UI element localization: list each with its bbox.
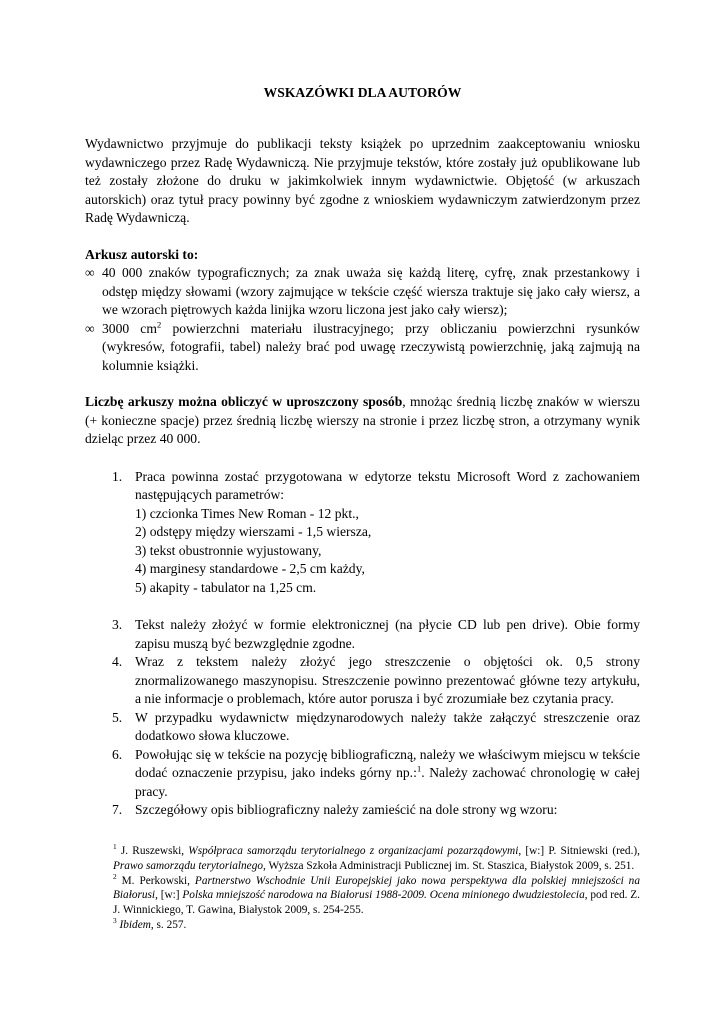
list-item-body	[135, 709, 640, 746]
bullet-item-powierzchnia	[85, 320, 640, 375]
list-item-4	[112, 653, 640, 708]
sublist-line-akapity: 5) akapity - tabulator na 1,25 cm.	[135, 579, 317, 595]
list-item-body	[135, 746, 640, 801]
sublist-line-czcionka: 1) czcionka Times New Roman - 12 pkt.,	[135, 505, 359, 521]
list-item-5	[112, 709, 640, 746]
sublist-line-marginesy: 4) marginesy standardowe - 2,5 cm każdy,	[135, 561, 365, 577]
list-item-number: 3.	[112, 617, 123, 633]
list-item-text: Powołując się w tekście na pozycję bibliograficzną, należy we właściwym miejscu w tekście dodać oznaczenie przypisu, jako indeks górny np.:$^1$. Należy zachować chronologię w całej pracy.	[135, 746, 640, 799]
list-item-text: Szczegółowy opis bibliograficzny należy zamieścić na dole strony wg wzoru:	[135, 801, 558, 817]
sublist-line-tekst: 3) tekst obustronnie wyjustowany,	[135, 542, 322, 558]
list-item-body	[135, 653, 640, 708]
list-item-3	[112, 616, 640, 653]
intro-paragraph: Wydawnictwo przyjmuje do publikacji teksty książek po uprzednim zaakceptowaniu wniosku wydawniczego przez Radę Wydawniczą. Nie przyjmuje tekstów, które zostały już opublikowane lub też zostały złożone do druku w jakimkolwiek innym wydawnictwie. Objętość (w arkuszach autorskich) oraz tytuł pracy powinny być zgodne z wnioskiem wydawniczym zatwierdzonym przez Radę Wydawniczą.	[85, 136, 640, 226]
list-item-body	[135, 801, 640, 819]
arkusz-bullet-list	[85, 264, 640, 375]
infinity-bullet-icon: ∞	[85, 265, 95, 281]
list-item-number: 6.	[112, 746, 123, 762]
list-item-text: Wraz z tekstem należy złożyć jego streszczenie o objętości ok. 0,5 strony znormalizowanego maszynopisu. Streszczenie powinno prezentować główne tezy artykułu, a nie informacje o problemach, które autor porusza i być zrozumiałe bez czytania pracy.	[135, 654, 640, 707]
footnote-3: $^3$ Ibidem, s. 257.	[113, 916, 187, 931]
parameters-sublist	[135, 505, 640, 597]
list-item-text: W przypadku wydawnictw międzynarodowych należy także załączyć streszczenie oraz dodatkowo słowa kluczowe.	[135, 709, 640, 744]
list-item-body	[135, 616, 640, 653]
sublist-line-odstepy: 2) odstępy między wierszami - 1,5 wiersza,	[135, 524, 372, 540]
bullet-text-znaki: 40 000 znaków typograficznych; za znak uważa się każdą literę, cyfrę, znak przestankowy i odstęp między słowami (wzory zajmujące w tekście część wiersza traktuje się jako cały wiersz, a we wzorach piętrowych każda linijka wzoru liczona jest jako cały wiersz);	[102, 265, 640, 318]
list-item-number: 5.	[112, 709, 123, 725]
list-item-number: 7.	[112, 801, 123, 817]
arkusz-autorski-heading: Arkusz autorski to:	[85, 246, 199, 262]
list-item-number: 1.	[112, 468, 123, 484]
footnote-1: $^1$ J. Ruszewski, Współpraca samorządu terytorialnego z organizacjami pozarządowymi, [w:] P. Sitniewski (red.), Prawo samorządu terytorialnego, Wyższa Szkoła Administracji Publicznej im. St. Staszica, Białystok 2009, s. 251.	[113, 842, 640, 873]
infinity-bullet-icon: ∞	[85, 320, 95, 336]
list-item-number: 4.	[112, 654, 123, 670]
footnote-2: $^2$ M. Perkowski, Partnerstwo Wschodnie Unii Europejskiej jako nowa perspektywa dla polskiej mniejszości na Białorusi, [w:] Polska mniejszość narodowa na Białorusi 1988-2009. Ocena minionego dwudziestolecia, pod red. Z. J. Winnickiego, T. Gawina, Białystok 2009, s. 254-255.	[113, 872, 641, 917]
bullet-text-powierzchnia: 3000 $cm^2$ powierzchni materiału ilustracyjnego; przy obliczaniu powierzchni rysunków (wykresów, fotografii, tabel) należy brać pod uwagę rzeczywistą powierzchnię, jaką zajmują na kolumnie książki.	[102, 319, 640, 373]
document-title: WSKAZÓWKI DLA AUTORÓW	[263, 85, 462, 100]
list-item-text: Tekst należy złożyć w formie elektronicznej (na płycie CD lub pen drive). Obie formy zapisu muszą być bezwzględnie zgodne.	[135, 617, 640, 651]
list-item-text: Praca powinna zostać przygotowana w edytorze tekstu Microsoft Word z zachowaniem następujących parametrów:	[135, 468, 640, 503]
bullet-item-znaki	[85, 264, 640, 319]
numbered-list	[112, 468, 640, 820]
list-item-6	[112, 746, 640, 801]
list-item-body	[135, 468, 640, 597]
liczba-arkuszy-paragraph: Liczbę arkuszy można obliczyć w uproszczony sposób, mnożąc średnią liczbę znaków w wierszu (+ konieczne spacje) przez średnią liczbę wierszy na stronie i przez liczbę stron, a otrzymany wynik dzieląc przez 40 000.	[85, 394, 640, 447]
list-item-7	[112, 801, 640, 819]
footnotes-block	[113, 844, 640, 932]
list-item-1	[112, 468, 640, 597]
